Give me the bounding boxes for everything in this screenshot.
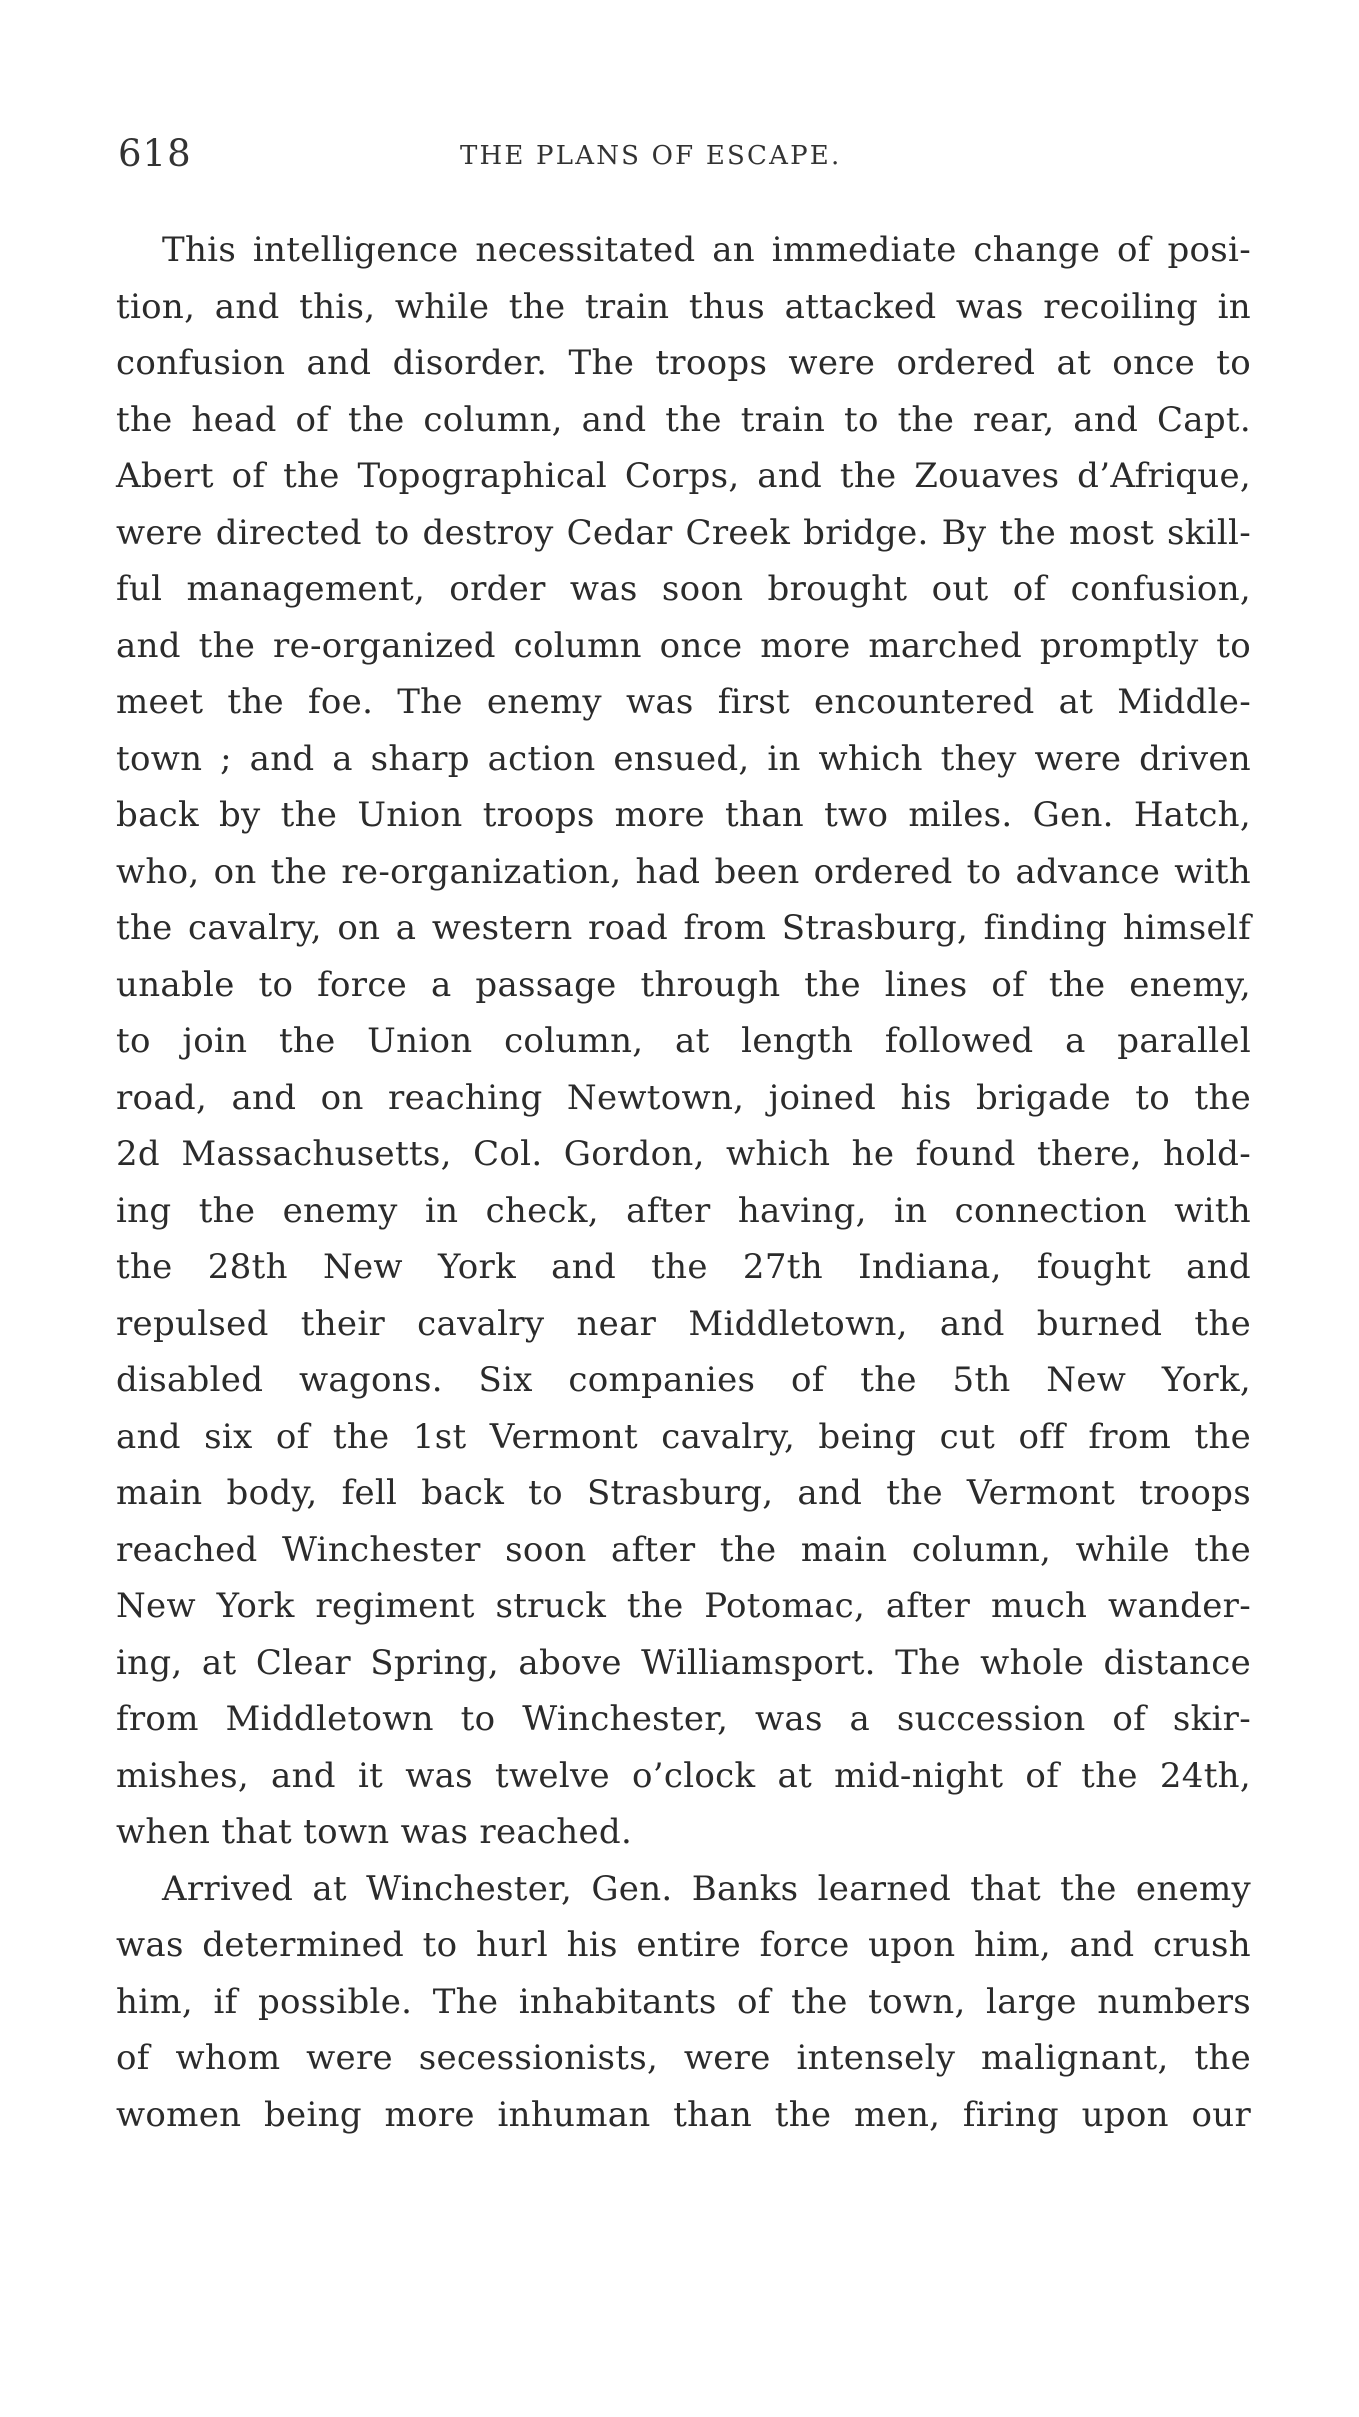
text-line: town ; and a sharp action ensued, in which they were driven [116, 738, 1251, 779]
text-line: repulsed their cavalry near Middletown, and burned the [116, 1303, 1251, 1344]
text-line: ing the enemy in check, after having, in connection with [116, 1190, 1251, 1231]
text-line: the 28th New York and the 27th Indiana, fought and [116, 1247, 1251, 1287]
text-line: Arrived at Winchester, Gen. Banks learned that the enemy [162, 1868, 1251, 1909]
text-line: to join the Union column, at length followed a parallel [116, 1021, 1251, 1061]
text-line: main body, fell back to Strasburg, and the Vermont troops [116, 1473, 1251, 1513]
text-line: were directed to destroy Cedar Creek bridge. By the most skill- [116, 512, 1251, 553]
text-line: and six of the 1st Vermont cavalry, being cut off from the [116, 1416, 1251, 1457]
text-line: and the re-organized column once more marched promptly to [116, 625, 1251, 666]
running-title: THE PLANS OF ESCAPE. [460, 141, 842, 171]
text-line: ing, at Clear Spring, above Williamsport. The whole distance [116, 1642, 1251, 1683]
text-line: from Middletown to Winchester, was a succession of skir- [116, 1699, 1251, 1739]
text-line: women being more inhuman than the men, firing upon our [116, 2094, 1251, 2135]
paragraph-1 [116, 222, 1251, 1861]
text-line: confusion and disorder. The troops were ordered at once to [116, 343, 1251, 383]
text-line: This intelligence necessitated an immediate change of posi- [162, 230, 1251, 270]
text-line: the cavalry, on a western road from Strasburg, finding himself [116, 908, 1251, 948]
text-line: Abert of the Topographical Corps, and the Zouaves d’Afrique, [116, 456, 1251, 496]
text-line: him, if possible. The inhabitants of the town, large numbers [116, 1981, 1251, 2022]
text-line: was determined to hurl his entire force upon him, and crush [116, 1925, 1251, 1965]
text-line: back by the Union troops more than two miles. Gen. Hatch, [116, 795, 1251, 835]
text-line: mishes, and it was twelve o’clock at mid-night of the 24th, [116, 1755, 1251, 1796]
text-line: road, and on reaching Newtown, joined his brigade to the [116, 1077, 1251, 1118]
text-line: meet the foe. The enemy was first encountered at Middle- [116, 682, 1251, 722]
text-line: reached Winchester soon after the main column, while the [116, 1529, 1251, 1570]
text-line: of whom were secessionists, were intensely malignant, the [116, 2038, 1251, 2078]
text-line: New York regiment struck the Potomac, after much wander- [116, 1586, 1251, 1626]
text-line: ful management, order was soon brought out of confusion, [116, 569, 1251, 609]
text-line: who, on the re-organization, had been ordered to advance with [116, 851, 1251, 892]
page-number: 618 [118, 132, 192, 175]
text-line: tion, and this, while the train thus attacked was recoiling in [116, 286, 1251, 327]
paragraph-2 [116, 1861, 1251, 2144]
body-text [116, 222, 1251, 2143]
text-line: when that town was reached. [116, 1812, 633, 1852]
text-line: the head of the column, and the train to the rear, and Capt. [116, 399, 1251, 440]
text-line: disabled wagons. Six companies of the 5th New York, [116, 1360, 1251, 1400]
text-line: 2d Massachusetts, Col. Gordon, which he found there, hold- [116, 1134, 1251, 1174]
text-line: unable to force a passage through the lines of the enemy, [116, 964, 1251, 1005]
